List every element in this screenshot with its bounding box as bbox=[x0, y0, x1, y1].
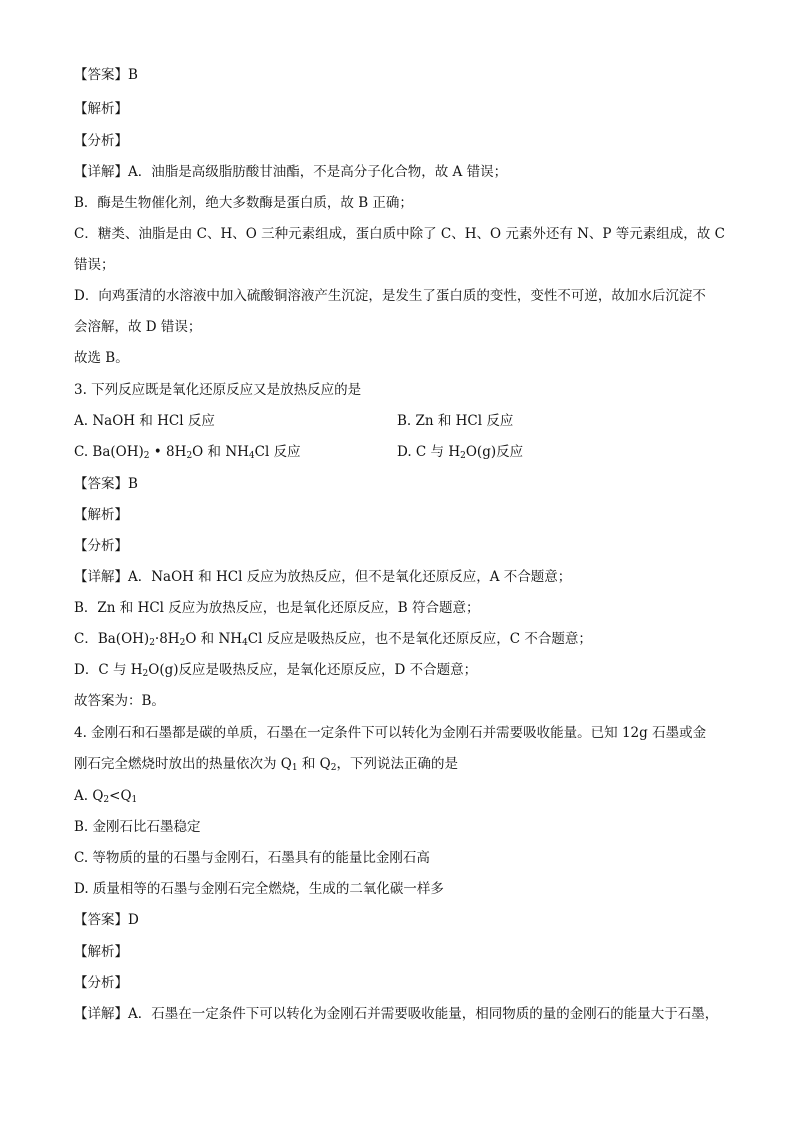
q4-option-c: C. 等物质的量的石墨与金刚石，石墨具有的能量比金刚石高 bbox=[74, 850, 430, 866]
q3-option-d: D. C 与 $H_2O(g)$反应 bbox=[397, 444, 524, 461]
q3-conclusion: 故答案为：B。 bbox=[74, 693, 165, 709]
q3-detail-c: C．$Ba(OH)_2\cdot 8H_2O$ 和 $NH_4Cl$ 反应是吸热反应，也不是氧化还原反应，C 不合题意； bbox=[74, 631, 592, 648]
analysis-tag: 【解析】 bbox=[74, 944, 128, 960]
q3-stem: 3. 下列反应既是氧化还原反应又是放热反应的是 bbox=[74, 382, 362, 398]
analysis-tag: 【解析】 bbox=[74, 101, 128, 117]
q4-detail-a: 【详解】A．石墨在一定条件下可以转化为金刚石并需要吸收能量，相同物质的量的金刚石的能量大于石墨， bbox=[74, 1006, 719, 1022]
q4-answer-line bbox=[74, 911, 139, 929]
q3-option-b: B. Zn 和 HCl 反应 bbox=[397, 413, 514, 429]
q4-option-a: A. $Q_2<Q_1$ bbox=[74, 788, 138, 805]
detail-tag: 【详解】 bbox=[74, 1006, 128, 1022]
q2-detail-c2: 错误； bbox=[74, 257, 115, 273]
q2-detail-d2: 会溶解，故 D 错误； bbox=[74, 319, 202, 335]
answer-tag: 【答案】 bbox=[74, 67, 128, 83]
analysis-tag: 【解析】 bbox=[74, 507, 128, 523]
answer-value: D bbox=[128, 912, 139, 928]
q3-option-a: A. NaOH 和 HCl 反应 bbox=[74, 413, 215, 429]
q4-stem-line1: 4. 金刚石和石墨都是碳的单质，石墨在一定条件下可以转化为金刚石并需要吸收能量。已知 12g 石墨或金 bbox=[74, 725, 707, 741]
q3-detail-b: B．Zn 和 HCl 反应为放热反应，也是氧化还原反应，B 符合题意； bbox=[74, 600, 480, 616]
q4-stem-line2: 刚石完全燃烧时放出的热量依次为 $Q_1$ 和 $Q_2$，下列说法正确的是 bbox=[74, 756, 458, 773]
q4-option-b: B. 金刚石比石墨稳定 bbox=[74, 819, 201, 835]
q3-option-c: C. $Ba(OH)_2$ • $8H_2O$ 和 $NH_4Cl$ 反应 bbox=[74, 444, 301, 461]
q2-detail-c1: C．糖类、油脂是由 C、H、O 三种元素组成，蛋白质中除了 C、H、O 元素外还有 N、P 等元素组成，故 C bbox=[74, 226, 725, 242]
fenxi-tag: 【分析】 bbox=[74, 133, 128, 149]
answer-tag: 【答案】 bbox=[74, 912, 128, 928]
answer-value: B bbox=[128, 476, 138, 492]
answer-tag: 【答案】 bbox=[74, 476, 128, 492]
detail-text: A．油脂是高级脂肪酸甘油酯，不是高分子化合物，故 A 错误； bbox=[128, 164, 508, 180]
q2-conclusion: 故选 B。 bbox=[74, 350, 129, 366]
q3-detail-a: 【详解】A．NaOH 和 HCl 反应为放热反应，但不是氧化还原反应，A 不合题意； bbox=[74, 569, 572, 585]
detail-tag: 【详解】 bbox=[74, 569, 128, 585]
q4-option-d: D. 质量相等的石墨与金刚石完全燃烧，生成的二氧化碳一样多 bbox=[74, 881, 444, 897]
q2-answer-line bbox=[74, 66, 138, 84]
detail-tag: 【详解】 bbox=[74, 164, 128, 180]
q2-detail-d1: D．向鸡蛋清的水溶液中加入硫酸铜溶液产生沉淀，是发生了蛋白质的变性，变性不可逆，故加水后沉淀不 bbox=[74, 288, 706, 304]
fenxi-tag: 【分析】 bbox=[74, 538, 128, 554]
fenxi-tag: 【分析】 bbox=[74, 975, 128, 991]
q2-detail-a bbox=[74, 163, 507, 181]
answer-value: B bbox=[128, 67, 138, 83]
q2-detail-b: B．酶是生物催化剂，绝大多数酶是蛋白质，故 B 正确； bbox=[74, 195, 413, 211]
q3-answer-line bbox=[74, 475, 138, 493]
q3-detail-d: D．C 与 $H_2O(g)$反应是吸热反应，是氧化还原反应，D 不合题意； bbox=[74, 662, 478, 679]
